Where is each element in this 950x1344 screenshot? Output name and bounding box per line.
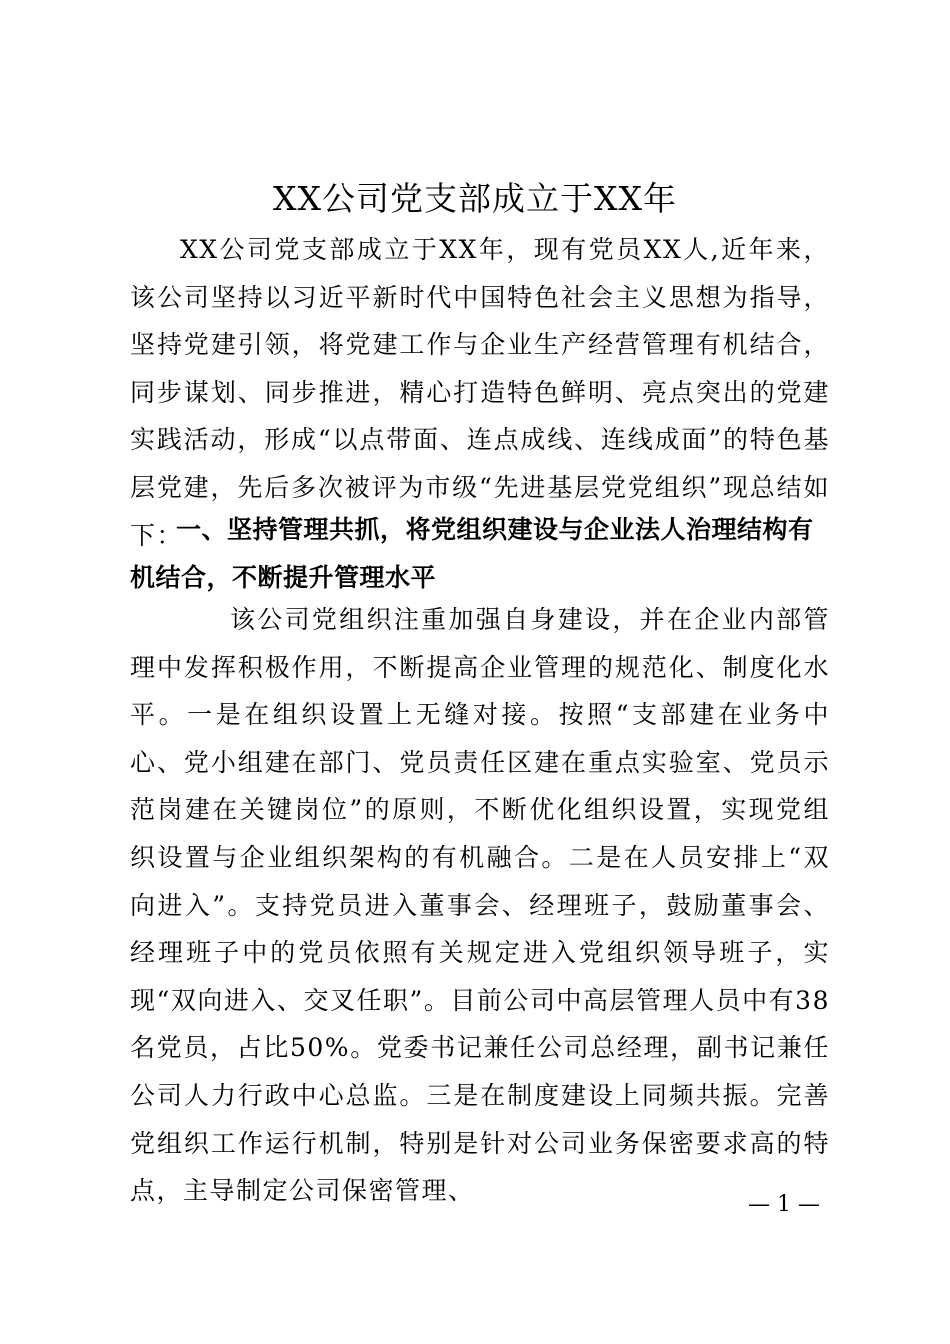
section-heading: 一、坚持管理共抓，将党组织建设与企业法人治理结构有机结合，不断提升管理水平 [130,515,814,592]
page-number: — 1 — [748,1192,820,1217]
document-title: XX公司党支部成立于XX年 [273,179,677,218]
section-paragraph: 该公司党组织注重加强自身建设，并在企业内部管理中发挥积极作用，不断提高企业管理的规范化、制度化水平。一是在组织设置上无缝对接。按照“支部建在业务中心、党小组建在部门、党员责任区建在重点实验室、党员示范岗建在关键岗位”的原则，不断优化组织设置，实现党组织设置与企业组织架构的有机融合。二是在人员安排上“双向进入”。支持党员进入董事会、经理班子，鼓励董事会、经理班子中的党员依照有关规定进入党组织领导班子，实现“双向进入、交叉任职”。目前公司中高层管理人员中有38名党员，占比50%。党委书记兼任公司总经理，副书记兼任公司人力行政中心总监。三是在制度建设上同频共振。完善党组织工作运行机制，特别是针对公司业务保密要求高的特点，主导制定公司保密管理、 [130,605,830,1206]
intro-paragraph: XX公司党支部成立于XX年，现有党员XX人,近年来，该公司坚持以习近平新时代中国特色社会主义思想为指导，坚持党建引领，将党建工作与企业生产经营管理有机结合，同步谋划、同步推进，精心打造特色鲜明、亮点突出的党建实践活动，形成“以点带面、连点成线、连线成面”的特色基层党建，先后多次被评为市级“先进基层党党组织”现总结如下： [130,235,830,550]
